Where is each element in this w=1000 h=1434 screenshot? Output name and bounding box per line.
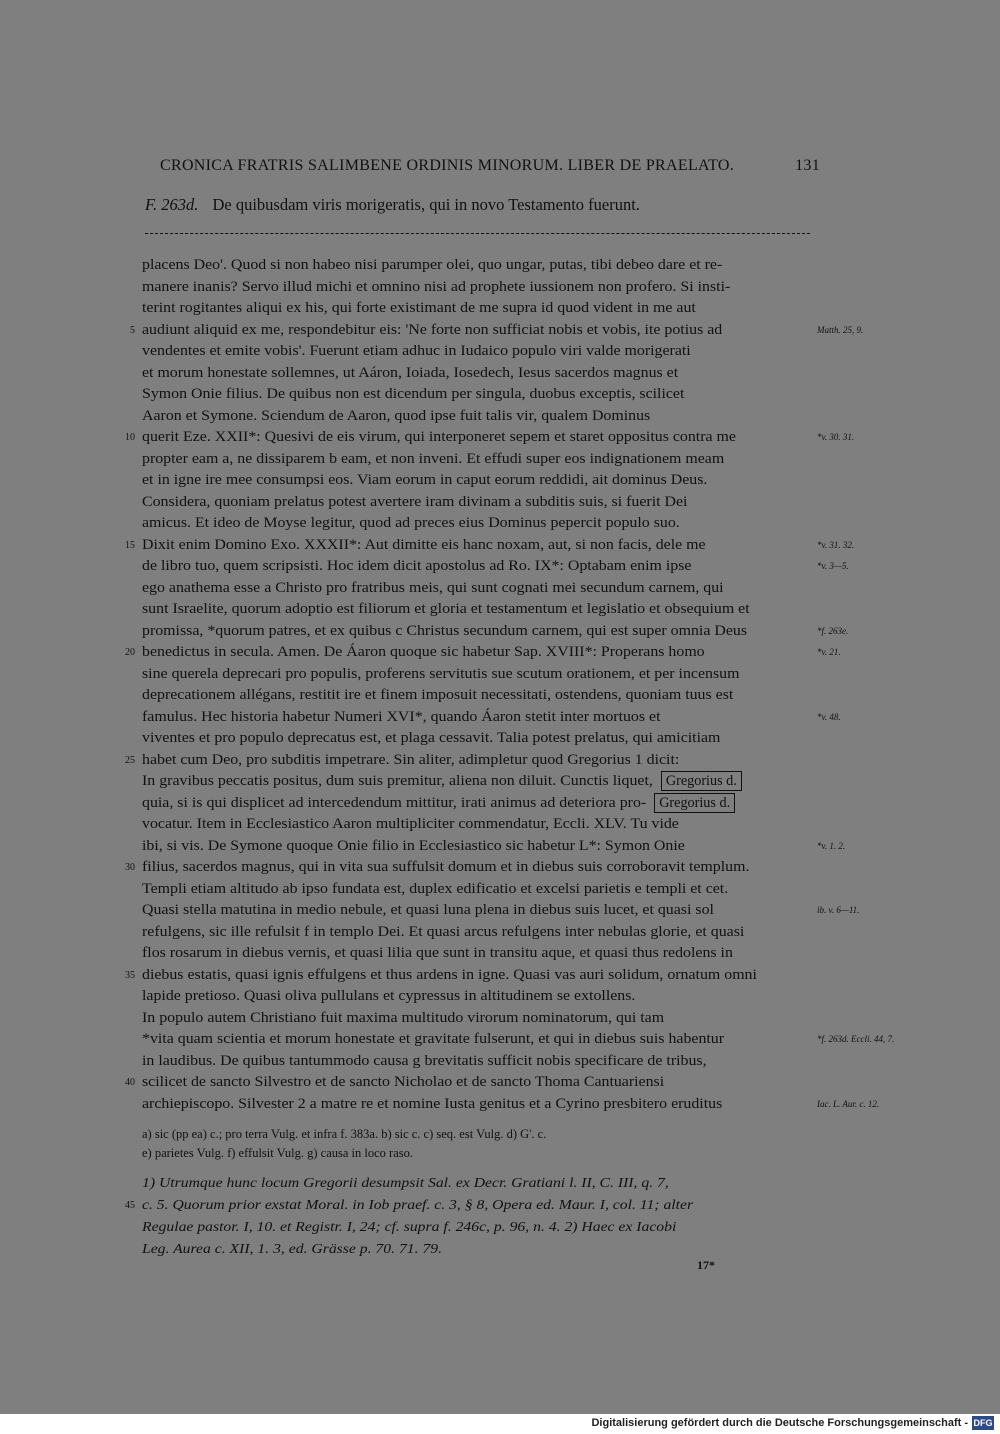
line-text: amicus. Et ideo de Moyse legitur, quod ad preces eius Dominus pepercit populo suo. xyxy=(142,515,680,531)
line-text: quia, si is qui displicet ad intercedendum mittitur, irati animus ad deteriora pro- xyxy=(142,794,647,811)
line-text: audiunt aliquid ex me, respondebitur eis: 'Ne forte non sufficiat nobis et vobis, ite potius ad xyxy=(142,321,723,338)
line-text: Leg. Aurea c. XII, 1. 3, ed. Grässe p. 70. 71. 79. xyxy=(142,1242,443,1257)
text-line xyxy=(142,879,812,901)
critical-apparatus xyxy=(142,1125,812,1163)
text-line xyxy=(142,406,812,428)
text-line xyxy=(142,836,846,858)
line-text: et morum honestate sollemnes, ut Aáron, Ioiada, Iosedech, Iesus sacerdos magnus et xyxy=(142,364,679,381)
line-number: 25 xyxy=(125,754,135,766)
line-text: et in igne ire mee consumpsi eos. Viam eorum in caput eorum reddidi, ait dominus Deus. xyxy=(142,472,708,488)
line-text: terint rogitantes aliqui ex his, qui forte existimant de me supra id quod vident in me aut xyxy=(142,300,696,316)
line-text: propter eam a, ne dissiparem b eam, et non inveni. Et effudi super eos indignationem meam xyxy=(142,450,725,467)
margin-reference: *v. 21. xyxy=(817,647,841,657)
running-title: CRONICA FRATRIS SALIMBENE ORDINIS MINORUM. LIBER DE PRAELATO. xyxy=(160,157,735,174)
text-line xyxy=(125,750,812,772)
footer-credit: Digitalisierung gefördert durch die Deutsche Forschungsgemeinschaft - xyxy=(591,1417,968,1429)
line-number: 30 xyxy=(125,862,135,873)
line-text: benedictus in secula. Amen. De Áaron quoque sic habetur Sap. XVIII*: Properans homo xyxy=(142,644,705,660)
line-text: ibi, si vis. De Symone quoque Onie filio in Ecclesiastico sic habetur L*: Symon Onie xyxy=(142,837,685,854)
text-line xyxy=(142,556,849,578)
text-line xyxy=(142,771,812,793)
line-text: in laudibus. De quibus tantummodo causa g brevitatis sufficit nobis specificare de tribus, xyxy=(142,1052,707,1069)
text-line xyxy=(125,857,812,879)
main-text xyxy=(125,255,895,1261)
line-text: habet cum Deo, pro subditis impetrare. Sin aliter, adimpletur quod Gregorius 1 dicit: xyxy=(142,751,680,768)
text-line xyxy=(142,685,812,707)
line-text: manere inanis? Servo illud michi et omnino nisi ad prophete iussionem non profero. Si insti- xyxy=(142,278,731,295)
line-text: deprecationem allégans, restitit ire et finem imposuit necessitati, ostendens, quoniam tuus est xyxy=(142,687,734,703)
line-text: In gravibus peccatis positus, dum suis premitur, aliena non diluit. Cunctis liquet, xyxy=(142,773,653,789)
text-line xyxy=(142,900,860,922)
boxed-marginal: Gregorius d. xyxy=(661,771,742,791)
line-text: sunt Israelite, quorum adoptio est filiorum et gloria et testamentum et legislatio et obsequium et xyxy=(142,601,750,617)
text-line xyxy=(142,1008,812,1030)
line-text: filius, sacerdos magnus, qui in vita sua suffulsit domum et in diebus suis corroboravit templum. xyxy=(142,859,750,875)
text-line xyxy=(142,814,812,836)
line-text: In populo autem Christiano fuit maxima multitudo virorum nominatorum, qui tam xyxy=(142,1009,665,1026)
line-text: Regulae pastor. I, 10. et Registr. I, 24; cf. supra f. 246c, p. 96, n. 4. 2) Haec ex Iacobi xyxy=(142,1220,677,1235)
line-text: sine querela deprecari pro populis, proferens servitutis sue scutum orationem, et per incensum xyxy=(142,665,740,682)
line-text: placens Deo'. Quod si non habeo nisi parumper olei, quo ungar, putas, tibi debeo dare et re- xyxy=(142,257,723,273)
line-number: 5 xyxy=(130,324,135,336)
boxed-marginal: Gregorius d. xyxy=(654,793,735,813)
line-text: vocatur. Item in Ecclesiastico Aaron multipliciter commendatur, Eccli. XLV. Tu vide xyxy=(142,816,679,832)
text-line xyxy=(142,384,812,406)
footnotes xyxy=(125,1173,812,1261)
line-text: lapide pretioso. Quasi oliva pullulans et cypressus in altitudinem se extollens. xyxy=(142,988,636,1004)
line-text: querit Eze. XXII*: Quesivi de eis virum, qui interponeret sepem et staret oppositus contra me xyxy=(142,429,736,445)
line-text: Dixit enim Domino Exo. XXXII*: Aut dimitte eis hanc noxam, aut, si non facis, dele me xyxy=(142,536,706,553)
line-text: c. 5. Quorum prior exstat Moral. in Iob praef. c. 3, § 8, Opera ed. Maur. I, col. 11; alter xyxy=(142,1198,694,1213)
text-line xyxy=(142,470,812,492)
line-text: diebus estatis, quasi ignis effulgens et thus ardens in igne. Quasi vas auri solidum, ornatum omni xyxy=(142,966,757,983)
line-text: famulus. Hec historia habetur Numeri XVI*, quando Áaron stetit inter mortuos et xyxy=(142,708,661,725)
text-line xyxy=(142,1051,812,1073)
line-text: Templi etiam altitudo ab ipso fundata est, duplex edificatio et excelsi parietis e templi et cet. xyxy=(142,880,729,897)
margin-reference: *f. 263e. xyxy=(817,625,849,636)
text-line xyxy=(142,492,812,514)
line-text: flos rosarum in diebus vernis, et quasi lilia que sunt in transitu aque, et quasi thus redolens in xyxy=(142,945,733,961)
line-text: Considera, quoniam prelatus potest avertere iram divinam a subditis suis, si fuerit Dei xyxy=(142,493,688,510)
line-number: 15 xyxy=(125,539,135,551)
dfg-logo: DFG xyxy=(973,1418,993,1428)
line-number: 40 xyxy=(125,1077,135,1088)
text-line xyxy=(142,1094,880,1116)
text-line xyxy=(142,578,812,600)
text-line xyxy=(125,965,812,987)
text-line xyxy=(142,922,812,944)
margin-reference: ib. v. 6—11. xyxy=(817,905,860,915)
line-number: 20 xyxy=(125,647,135,658)
signature-mark: 17* xyxy=(697,1258,715,1272)
line-text: *vita quam scientia et morum honestate et gravitate fulserunt, et qui in diebus suis habentur xyxy=(142,1031,725,1047)
text-line xyxy=(142,728,812,750)
running-header xyxy=(160,157,820,175)
margin-reference: *v. 30. 31. xyxy=(817,432,855,442)
line-text: promissa, *quorum patres, et ex quibus c Christus secundum carnem, qui est super omnia Deus xyxy=(142,622,748,639)
line-number: 10 xyxy=(125,432,135,443)
text-line xyxy=(130,320,864,342)
page-number: 131 xyxy=(795,157,820,174)
text-line xyxy=(142,943,812,965)
line-text: de libro tuo, quem scripsisti. Hoc idem dicit apostolus ad Ro. IX*: Optabam enim ipse xyxy=(142,558,692,574)
footer-bar xyxy=(0,1414,1000,1434)
line-text: Symon Onie filius. De quibus non est dicendum per singula, duobus exceptis, scilicet xyxy=(142,386,685,402)
footnotes-gap xyxy=(142,1163,812,1173)
line-text: Aaron et Symone. Sciendum de Aaron, quod ipse fuit talis vir, qualem Dominus xyxy=(142,407,651,424)
subtitle-text: De quibusdam viris morigeratis, qui in novo Testamento fuerunt. xyxy=(212,195,640,214)
line-text: ego anathema esse a Christo pro fratribus meis, qui sunt cognati mei secundum carnem, qui xyxy=(142,579,724,596)
text-line xyxy=(125,427,855,449)
margin-reference: *v. 1. 2. xyxy=(817,840,846,851)
header-rule xyxy=(145,233,810,234)
text-line xyxy=(142,298,812,320)
line-number: 35 xyxy=(125,969,135,981)
apparatus-line: a) sic (pp ea) c.; pro terra Vulg. et infra f. 383a. b) sic c. c) seq. est Vulg. d) G'. c. xyxy=(142,1127,547,1141)
section-subtitle xyxy=(145,195,825,215)
footnote-line xyxy=(142,1173,812,1195)
text-line xyxy=(142,621,849,643)
text-line xyxy=(142,449,812,471)
line-text: viventes et pro populo deprecatus est, et plaga cessavit. Talia potest prelatus, qui amicitiam xyxy=(142,730,721,746)
text-line xyxy=(142,707,841,729)
line-text: archiepiscopo. Silvester 2 a matre re et nomine Iusta genitus et a Cyrino presbitero eruditus xyxy=(142,1095,723,1112)
line-text: Quasi stella matutina in medio nebule, et quasi luna plena in diebus suis lucet, et quasi sol xyxy=(142,902,714,918)
line-text: 1) Utrumque hunc locum Gregorii desumpsit Sal. ex Decr. Gratiani l. II, C. III, q. 7, xyxy=(142,1176,669,1191)
notes-gap xyxy=(142,1115,812,1125)
text-line xyxy=(142,664,812,686)
text-line xyxy=(142,513,812,535)
footnote-line xyxy=(125,1195,812,1217)
margin-reference: *v. 31. 32. xyxy=(817,539,855,550)
text-line xyxy=(125,535,855,557)
margin-reference: *f. 263d. Eccli. 44, 7. xyxy=(817,1034,895,1044)
line-number: 45 xyxy=(125,1200,135,1211)
text-line xyxy=(125,1072,812,1094)
line-text: vendentes et emite vobis'. Fuerunt etiam adhuc in Iudaico populo viri valde morigerati xyxy=(142,343,691,359)
text-line xyxy=(142,341,812,363)
text-line xyxy=(142,255,812,277)
apparatus-line: e) parietes Vulg. f) effulsit Vulg. g) causa in loco raso. xyxy=(142,1146,413,1160)
line-text: scilicet de sancto Silvestro et de sancto Nicholao et de sancto Thoma Cantuariensi xyxy=(142,1074,665,1090)
text-line xyxy=(125,642,841,664)
folio-reference: F. 263d. xyxy=(145,195,199,214)
text-line xyxy=(142,277,812,299)
margin-reference: *v. 3—5. xyxy=(817,561,849,571)
text-line xyxy=(142,1029,895,1051)
text-line xyxy=(142,986,812,1008)
text-line xyxy=(142,793,812,815)
margin-reference: Iac. L. Aur. c. 12. xyxy=(817,1098,880,1109)
text-lines xyxy=(125,255,895,1115)
footnote-line xyxy=(142,1217,812,1239)
margin-reference: *v. 48. xyxy=(817,711,841,722)
text-line xyxy=(142,599,812,621)
text-line xyxy=(142,363,812,385)
margin-reference: Matth. 25, 9. xyxy=(817,324,864,335)
line-text: refulgens, sic ille refulsit f in templo Dei. Et quasi arcus refulgens inter nebulas glorie, et quasi xyxy=(142,923,745,940)
